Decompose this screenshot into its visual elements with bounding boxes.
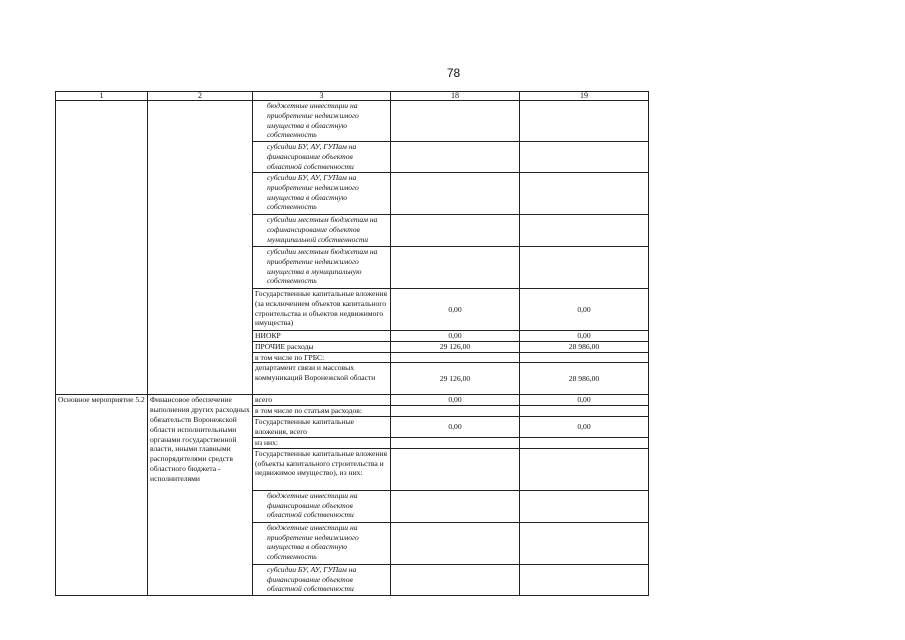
value-19 (520, 564, 649, 595)
value-19 (520, 406, 649, 417)
value-18 (391, 215, 520, 247)
row-label: субсидии БУ, АУ, ГУПам на финансирование объектов областной собственности (253, 142, 391, 173)
value-18 (391, 448, 520, 490)
value-19: 0,00 (520, 395, 649, 406)
value-18 (391, 173, 520, 215)
row-label: ПРОЧИЕ расходы (253, 341, 391, 352)
row-label: субсидии БУ, АУ, ГУПам на финансирование объектов областной собственности (253, 564, 391, 595)
value-19: 0,00 (520, 331, 649, 342)
value-19 (520, 101, 649, 142)
value-18 (391, 490, 520, 522)
row-label: субсидии местным бюджетам на приобретение недвижимого имущества в муниципальную собственность (253, 247, 391, 289)
row-label: Государственные капитальные вложения, всего (253, 416, 391, 437)
row-label: Государственные капитальные вложения (за исключением объектов капитального строительства и объектов недвижимого имущества) (253, 289, 391, 331)
value-18 (391, 564, 520, 595)
row-label: бюджетные инвестиции на финансирование объектов областной собственности (253, 490, 391, 522)
value-19 (520, 490, 649, 522)
value-19 (520, 437, 649, 448)
value-18 (391, 437, 520, 448)
value-18 (391, 522, 520, 564)
value-19: 28 986,00 (520, 363, 649, 395)
value-18: 0,00 (391, 395, 520, 406)
value-18: 0,00 (391, 416, 520, 437)
value-18: 29 126,00 (391, 363, 520, 395)
value-19 (520, 522, 649, 564)
value-19 (520, 352, 649, 363)
row-label: субсидии местным бюджетам на софинансирование объектов муниципальной собственности (253, 215, 391, 247)
row-label: субсидии БУ, АУ, ГУПам на приобретение недвижимого имущества в областную собственность (253, 173, 391, 215)
value-18: 0,00 (391, 331, 520, 342)
name-cell-empty (148, 101, 253, 395)
value-18 (391, 406, 520, 417)
page-number: 78 (446, 66, 461, 80)
row-label: НИОКР (253, 331, 391, 342)
table-row (56, 101, 649, 142)
value-19 (520, 215, 649, 247)
value-18 (391, 352, 520, 363)
value-18 (391, 101, 520, 142)
row-label: Государственные капитальные вложения (объекты капитального строительства и недвижимое имущество), из них: (253, 448, 391, 490)
header-col-2: 2 (148, 92, 253, 101)
value-18 (391, 247, 520, 289)
row-label: в том числе по статьям расходов: (253, 406, 391, 417)
header-col-1: 1 (56, 92, 148, 101)
row-label: департамент связи и массовых коммуникаций Воронежской области (253, 363, 391, 395)
value-18: 0,00 (391, 289, 520, 331)
activity-cell: Основное мероприятие 5.2 (56, 395, 148, 595)
value-19 (520, 142, 649, 173)
value-19: 0,00 (520, 289, 649, 331)
budget-table (55, 91, 649, 596)
row-label: бюджетные инвестиции на приобретение недвижимого имущества в областную собственность (253, 101, 391, 142)
activity-name-cell: Финансовое обеспечение выполнения других расходных обязательств Воронежской области исполнительными органами государственной власти, иными главными распорядителями средств областного бюджета - исполнителями (148, 395, 253, 595)
header-col-19: 19 (520, 92, 649, 101)
activity-cell-empty (56, 101, 148, 395)
table-row (56, 395, 649, 406)
value-18 (391, 142, 520, 173)
value-19: 28 986,00 (520, 341, 649, 352)
value-19 (520, 173, 649, 215)
row-label: бюджетные инвестиции на приобретение недвижимого имущества в областную собственность (253, 522, 391, 564)
value-18: 29 126,00 (391, 341, 520, 352)
header-col-3: 3 (253, 92, 391, 101)
value-19 (520, 448, 649, 490)
header-col-18: 18 (391, 92, 520, 101)
value-19: 0,00 (520, 416, 649, 437)
header-row (56, 92, 649, 101)
row-label: всего (253, 395, 391, 406)
row-label: из них: (253, 437, 391, 448)
value-19 (520, 247, 649, 289)
row-label: в том числе по ГРБС: (253, 352, 391, 363)
